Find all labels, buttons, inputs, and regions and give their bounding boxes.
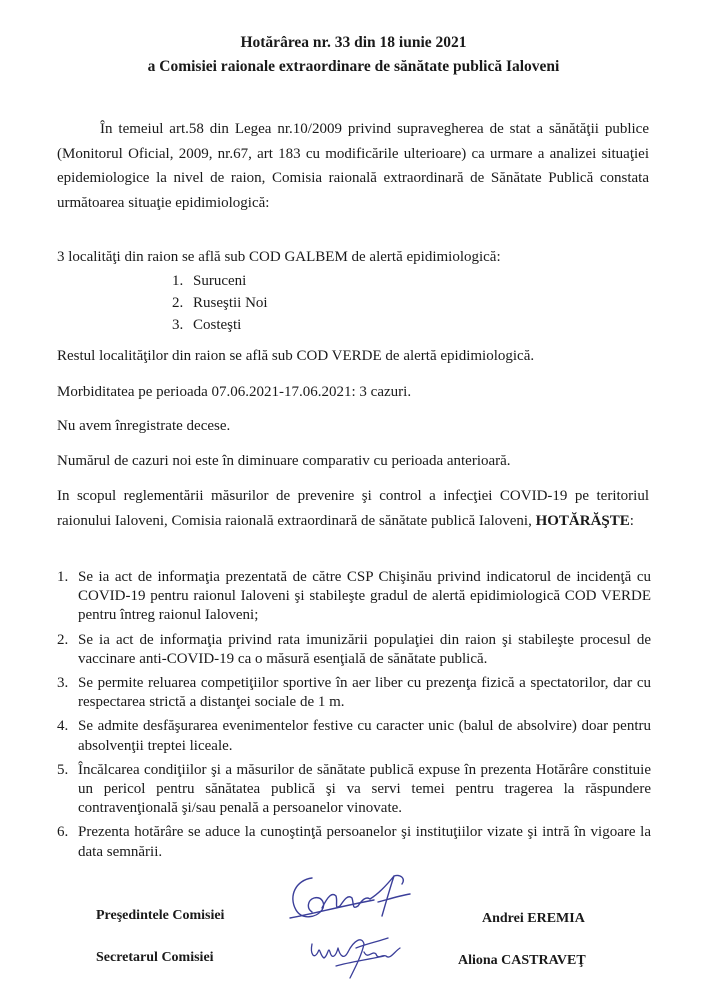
deaths-line: Nu avem înregistrate decese. — [57, 418, 231, 434]
list-item — [172, 295, 268, 312]
decision-number: 4. — [57, 718, 69, 735]
locality-name: Costeşti — [193, 317, 242, 333]
decision-text: Se permite reluarea competiţiilor sportive în aer liber cu prezenţa fizică a spectatorilor, dar cu respectarea strictă a distanţei sociale de 1 m. — [78, 675, 651, 711]
decision-number: 6. — [57, 824, 69, 841]
decision-item — [57, 674, 651, 712]
intro-paragraph: În temeiul art.58 din Legea nr.10/2009 privind supravegherea de stat a sănătăţii publice (Monitorul Oficial, 2009, nr.67, art 183 cu modificările ulterioare) ca urmare a analizei situaţiei epidemiologice la nivel de raion, Comisia raională extraordinară de Sănătate Publică constata următoarea situaţie epidimiologică: — [57, 121, 649, 211]
decision-text: Prezenta hotărâre se aduce la cunoştinţă persoanelor şi instituţiilor vizate şi intră în vigoare la data semnării. — [78, 824, 651, 860]
secretary-signature — [306, 926, 406, 986]
locality-number: 1. — [172, 273, 184, 289]
decision-item — [57, 823, 651, 861]
green-code-line: Restul localităţilor din raion se află sub COD VERDE de alertă epidimiologică. — [57, 348, 535, 364]
morbidity-line: Morbiditatea pe perioada 07.06.2021-17.06.2021: 3 cazuri. — [57, 384, 412, 400]
decision-text: Încălcarea condiţiilor şi a măsurilor de sănătate publică expuse în prezenta Hotărâre constituie un pericol pentru sănătatea publică şi va servi temei pentru tragerea la răspundere contravenţională şi/sau penală a persoanelor vinovate. — [78, 761, 651, 817]
president-name: Andrei EREMIA — [482, 911, 585, 926]
decision-text: Se admite desfăşurarea evenimentelor festive cu caracter unic (balul de absolvire) doar pentru absolvenţii treptei liceale. — [78, 718, 651, 754]
secretary-name: Aliona CASTRAVEŢ — [458, 953, 586, 968]
list-item — [172, 273, 246, 290]
document-title: Hotărârea nr. 33 din 18 iunie 2021 — [240, 34, 467, 51]
locality-name: Ruseştii Noi — [193, 295, 268, 311]
decisions-list — [57, 568, 651, 867]
decides-keyword: HOTĂRĂŞTE — [535, 513, 630, 529]
decision-number: 3. — [57, 675, 69, 692]
locality-number: 2. — [172, 295, 184, 311]
yellow-code-line: 3 localităţi din raion se află sub COD GALBEM de alertă epidimiologică: — [57, 249, 501, 265]
decision-item — [57, 761, 651, 819]
scope-text: In scopul reglementării măsurilor de prevenire şi control a infecţiei COVID-19 pe teritoriul raionului Ialoveni, Comisia raională extraordinară de sănătate publică Ialoveni, — [57, 488, 649, 529]
decision-number: 5. — [57, 761, 69, 778]
scope-paragraph — [57, 484, 649, 534]
new-cases-line: Numărul de cazuri noi este în diminuare comparativ cu perioada anterioară. — [57, 453, 511, 469]
locality-name: Suruceni — [193, 273, 247, 289]
decision-item — [57, 717, 651, 755]
decision-text: Se ia act de informaţia privind rata imunizării populaţiei din raion şi stabileşte procesul de vaccinare anti-COVID-19 ca o măsură esenţială de sănătate publică. — [78, 631, 651, 667]
decision-text: Se ia act de informaţia prezentată de către CSP Chişinău privind indicatorul de incidenţă cu COVID-19 pentru raionul Ialoveni şi stabileşte gradul de alertă epidimiologică COD VERDE pentru întreg raionul Ialoveni; — [78, 569, 651, 624]
document-subtitle: a Comisiei raionale extraordinare de sănătate publică Ialoveni — [147, 58, 560, 75]
decides-colon: : — [629, 513, 634, 529]
secretary-label: Secretarul Comisiei — [96, 950, 214, 965]
president-label: Preşedintele Comisiei — [96, 908, 225, 923]
decision-number: 2. — [57, 631, 69, 648]
decision-number: 1. — [57, 569, 69, 585]
decision-item — [57, 631, 651, 669]
list-item — [172, 317, 241, 334]
locality-number: 3. — [172, 317, 184, 333]
decision-item — [57, 568, 651, 626]
